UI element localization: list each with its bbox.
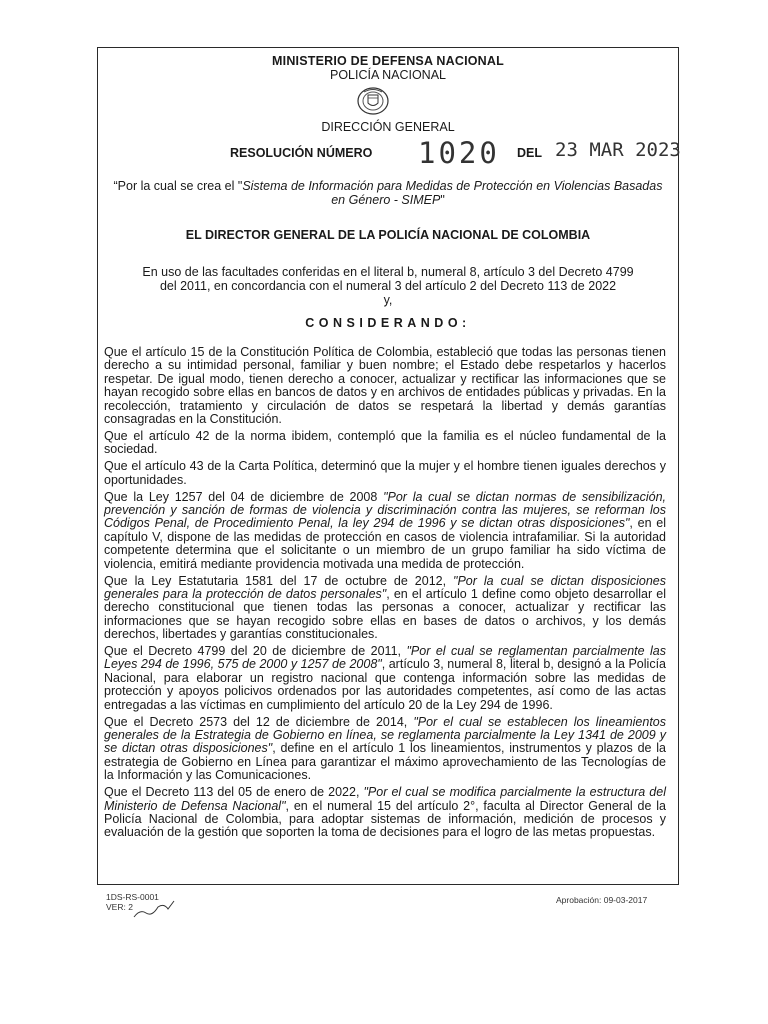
form-version-text: VER: 2 (106, 902, 133, 912)
law-title: "Por el cual se reglamentan parcialmente las Leyes 294 de 1996, 575 de 2000 y 1257 de 2008" (104, 644, 667, 672)
paragraph-text: , en el capítulo V, dispone de las medidas de protección en casos de violencia intrafamiliar. Si la autoridad competente determina que el solicitante o un miembro de un grupo familiar ha sido víctima de violencia, emitirá mediante providencia motivada una medida de protección. (104, 516, 666, 571)
considerando-heading: CONSIDERANDO: (305, 316, 471, 330)
paragraph-text: , en el numeral 15 del artículo 2°, faculta al Director General de la Policía Nacional de Colombia, para adoptar sistemas de información, medición de procesos y evaluación de la gestión que soporten la toma de decisiones para el logro de las metas propuestas. (104, 798, 666, 840)
resolution-number: 1020 (418, 136, 500, 170)
paragraph: Que el artículo 42 de la norma ibidem, contempló que la familia es el núcleo fundamental de la sociedad. (104, 428, 666, 457)
resolution-subject (112, 179, 664, 207)
paragraph (104, 716, 666, 783)
paragraph-text: , en el artículo 1 define como objeto desarrollar el derecho constitucional que tienen todas las personas a conocer, actualizar y rectificar las informaciones que se hayan recogido sobre ellas en bases de datos o archivos, y los demás derechos, libertades y garantías constitucionales. (104, 586, 666, 642)
paragraph-text: Que el Decreto 4799 del 20 de diciembre de 2011, (104, 644, 407, 659)
paragraph-text: , define en el artículo 1 los lineamientos, instrumentos y plazos de la estrategia de Gobierno en Línea para garantizar el máximo aprovechamiento de las Tecnologías de la Información y las Comunicaciones. (104, 741, 666, 783)
paragraph-text: Que el Decreto 2573 del 12 de diciembre de 2014, (104, 714, 414, 729)
law-title: "Por la cual se dictan disposiciones generales para la protección de datos personales" (104, 573, 666, 601)
paragraph: Que el artículo 15 de la Constitución Política de Colombia, estableció que todas las personas tienen derecho a su intimidad personal, familiar y buen nombre; el Estado debe respetarlos y hacerlos respetar. De igual modo, tienen derecho a conocer, actualizar y rectificar las informaciones que se hayan recogido sobre ellas en bancos de datos y en archivos de entidades públicas y privadas. En la recolección, tratamiento y circulación de datos se respetará la libertad y demás garantías consagradas en la Constitución. (104, 345, 666, 427)
police-heading: POLICÍA NACIONAL (329, 68, 446, 82)
considerations-body (104, 346, 666, 843)
initials-signature (130, 895, 190, 923)
resolution-date-stamp: 23 MAR 2023 (555, 139, 681, 161)
paragraph (104, 491, 666, 571)
direction-heading: DIRECCIÓN GENERAL (321, 120, 455, 134)
paragraph-text: Que la Ley Estatutaria 1581 del 17 de octubre de 2012, (104, 573, 454, 588)
approval-date: Aprobación: 09-03-2017 (556, 895, 648, 905)
director-title: EL DIRECTOR GENERAL DE LA POLICÍA NACIONAL DE COLOMBIA (185, 228, 591, 242)
paragraph-text: Que la Ley 1257 del 04 de diciembre de 2008 (104, 489, 384, 504)
paragraph-text: , artículo 3, numeral 8, literal b, designó a la Policía Nacional, para elaborar un registro nacional que contenga información sobre las medidas de protección y apoyos policivos ordenados por las autoridades competentes, así como de las actas entregadas a las víctimas en cumplimiento del artículo 20 de la Ley 294 de 1996. (104, 657, 666, 712)
subject-prefix: “Por la cual se crea el " (113, 179, 243, 193)
paragraph (104, 786, 666, 840)
ministry-heading: MINISTERIO DE DEFENSA NACIONAL (272, 54, 504, 68)
resolution-line (0, 136, 768, 170)
subject-suffix: " (440, 193, 445, 207)
paragraph (104, 645, 666, 712)
resolution-label: RESOLUCIÓN NÚMERO (230, 146, 373, 160)
preamble-line: En uso de las facultades conferidas en el literal b, numeral 8, artículo 3 del Decreto 4799 (142, 265, 634, 279)
coat-of-arms-seal (356, 86, 390, 116)
law-title: "Por el cual se establecen los lineamientos generales de la Estrategia de Gobierno en línea, se reglamenta parcialmente la Ley 1341 de 2009 y se dictan otras disposiciones" (104, 714, 666, 756)
resolution-del-label: DEL (517, 146, 542, 160)
subject-title: Sistema de Información para Medidas de Protección en Violencias Basadas en Género - SIMEP (242, 179, 663, 207)
preamble-line: y, (383, 293, 393, 307)
law-title: "Por el cual se modifica parcialmente la estructura del Ministerio de Defensa Nacional" (104, 785, 666, 813)
paragraph (104, 575, 666, 642)
preamble-line: del 2011, en concordancia con el numeral 3 del artículo 2 del Decreto 113 de 2022 (159, 279, 617, 293)
paragraph: Que el artículo 43 de la Carta Política, determinó que la mujer y el hombre tienen iguales derechos y oportunidades. (104, 459, 666, 487)
form-code-text: 1DS-RS-0001 (106, 892, 159, 902)
paragraph-text: Que el Decreto 113 del 05 de enero de 2022, (104, 785, 364, 800)
preamble (112, 265, 664, 307)
law-title: "Por la cual se dictan normas de sensibilización, prevención y sanción de formas de violencia y discriminación contra las mujeres, se reforman los Códigos Penal, de Procedimiento Penal, la ley 294 de 1996 y se dictan otras disposiciones" (104, 489, 666, 531)
